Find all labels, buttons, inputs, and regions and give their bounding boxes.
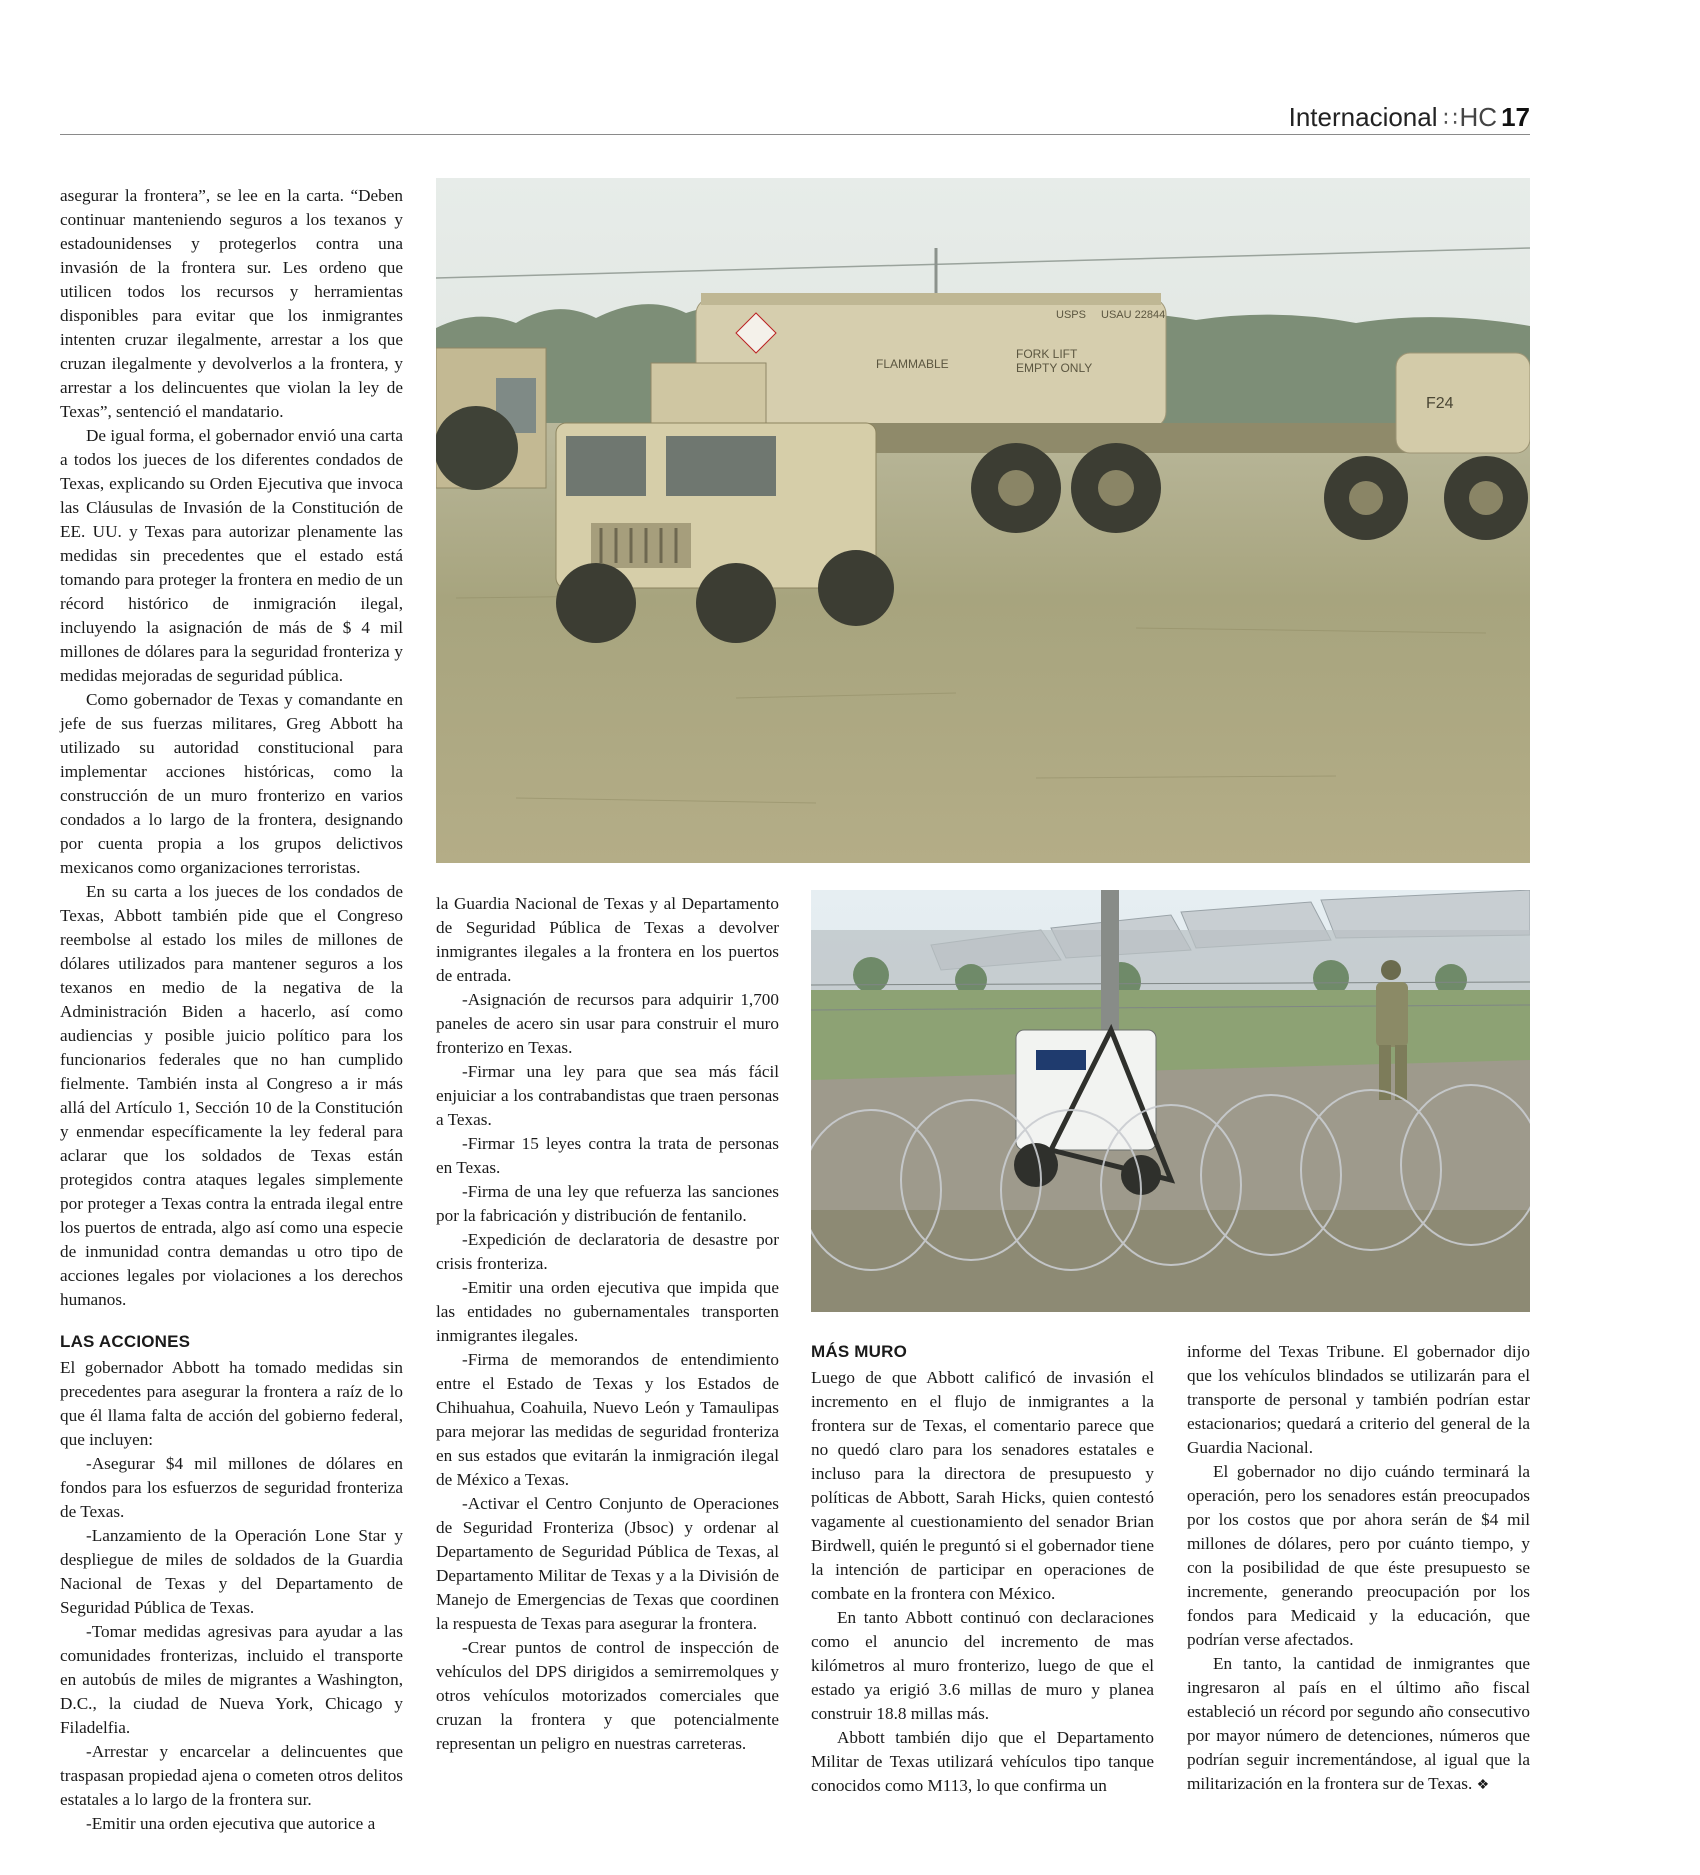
section-heading-mas-muro: MÁS MURO [811,1342,908,1361]
paragraph: En tanto Abbott continuó con declaraciones como el anuncio del incremento de mas kilómetros al muro fronterizo, luego de que el estado ya erigió 3.6 millas de muro y planea construir 18.8 millas más. [811,1608,1154,1723]
empty-marking: EMPTY ONLY [1016,361,1093,375]
paragraph: De igual forma, el gobernador envió una carta a todos los jueces de los diferentes condados de Texas, explicando su Orden Ejecutiva que invoca las Cláusulas de Invasión de la Constitución de EE. UU. y Texas para autorizar plenamente las medidas sin precedentes que el estado está tomando para proteger la frontera en medio de un récord histórico de inmigración ilegal, incluyendo la asignación de más de $ 4 mil millones de dólares para la seguridad fronteriza y medidas mejoradas de seguridad pública. [60,426,403,685]
article-column-4 [1187,1340,1530,1798]
list-item: -Firmar 15 leyes contra la trata de personas en Texas. [436,1134,779,1177]
list-item: -Emitir una orden ejecutiva que autorice a [86,1814,376,1833]
end-of-article-icon: ❖ [1476,1778,1490,1793]
border-fence-photo [811,890,1530,1312]
border-fence-illustration [811,890,1530,1312]
list-item: -Tomar medidas agresivas para ayudar a las comunidades fronterizas, incluido el transporte en autobús de miles de migrantes a Washington, D.C., la ciudad de Nueva York, Chicago y Filadelfia. [60,1622,403,1737]
forklift-marking: FORK LIFT [1016,347,1078,361]
flammable-marking: FLAMMABLE [876,357,949,371]
tank-id-marking: USAU 22844 [1101,309,1166,321]
list-item: -Asignación de recursos para adquirir 1,700 paneles de acero sin usar para construir el muro fronterizo en Texas. [436,990,779,1057]
military-convoy-photo [436,178,1530,863]
list-item: -Lanzamiento de la Operación Lone Star y despliegue de miles de soldados de la Guardia Nacional de Texas y del Departamento de Seguridad Pública de Texas. [60,1526,403,1617]
paragraph: informe del Texas Tribune. El gobernador dijo que los vehículos blindados se utilizarán para el transporte de personal y también podrían estar estacionarios; quedará a criterio del general de la Guardia Nacional. [1187,1342,1530,1457]
list-item: -Activar el Centro Conjunto de Operaciones de Seguridad Fronteriza (Jbsoc) y ordenar al Departamento de Seguridad Pública de Texas, al Departamento Militar de Texas y a la División de Manejo de Emergencias de Texas que coordinen la respuesta de Texas para asegurar la frontera. [436,1494,779,1633]
paragraph: Como gobernador de Texas y comandante en jefe de sus fuerzas militares, Greg Abbott ha utilizado su autoridad constitucional para implementar acciones históricas, como la construcción de un muro fronterizo en varios condados a lo largo de la frontera, designando por cuenta propia a los grupos delictivos mexicanos como organizaciones terroristas. [60,690,403,877]
paragraph [1187,1652,1530,1798]
paragraph-text: En tanto, la cantidad de inmigrantes que ingresaron al país en el último año fiscal estableció un récord por segundo año consecutivo por mayor número de detenciones, números que podrían seguir incrementándose, al igual que la militarización en la frontera sur de Texas. [1187,1654,1530,1793]
list-item: -Emitir una orden ejecutiva que impida que las entidades no gubernamentales transporten inmigrantes ilegales. [436,1278,779,1345]
list-item: -Crear puntos de control de inspección de vehículos del DPS dirigidos a semirremolques y otros vehículos motorizados comerciales que cruzan la frontera y que potencialmente representan un peligro en nuestras carreteras. [436,1638,779,1753]
header-right [1289,102,1530,134]
military-convoy-illustration [436,178,1530,863]
article-column-1 [60,184,403,1836]
page-number: 17 [1501,102,1530,132]
list-item: la Guardia Nacional de Texas y al Departamento de Seguridad Pública de Texas a devolver inmigrantes ilegales a la frontera en los puertos de entrada. [436,894,779,985]
list-item: -Asegurar $4 mil millones de dólares en fondos para los esfuerzos de seguridad fronteriza de Texas. [60,1454,403,1521]
usps-marking: USPS [1056,309,1086,321]
paragraph: En su carta a los jueces de los condados de Texas, Abbott también pide que el Congreso reembolse al estado los miles de millones de dólares utilizados para mantener seguros a los texanos en medio de la negativa de la Administración Biden a hacerlo, así como audiencias y posible juicio político para los funcionarios federales que no han cumplido fielmente. También insta al Congreso a ir más allá del Artículo 1, Sección 10 de la Constitución y enmendar específicamente la ley federal para aclarar que los soldados de Texas están protegidos contra ataques legales simplemente por proteger a Texas contra la entrada ilegal entre los puertos de entrada, algo así como una especie de inmunidad contra demandas u otro tipo de acciones legales por violaciones a los derechos humanos. [60,882,403,1309]
brand-name: HC [1459,102,1498,132]
f24-marking: F24 [1426,395,1454,412]
dots-separator-icon: ∷ [1443,106,1458,131]
list-item: -Expedición de declaratoria de desastre por crisis fronteriza. [436,1230,779,1273]
paragraph: asegurar la frontera”, se lee en la carta. “Deben continuar manteniendo seguros a los texanos y estadounidenses y protegerlos contra una invasión de la frontera sur. Les ordeno que utilicen todos los recursos y herramientas disponibles para evitar que los inmigrantes intenten cruzar ilegalmente, arrestar a los que cruzan ilegalmente y devolverlos a la frontera, y arrestar a los delincuentes que violan la ley de Texas”, sentenció el mandatario. [60,186,403,421]
paragraph: Abbott también dijo que el Departamento Militar de Texas utilizará vehículos tipo tanque conocidos como M113, lo que confirma un [811,1728,1154,1795]
section-heading-acciones: LAS ACCIONES [60,1332,191,1351]
list-item: -Firma de memorandos de entendimiento entre el Estado de Texas y los Estados de Chihuahua, Coahuila, Nuevo León y Tamaulipas para mejorar las medidas de seguridad fronteriza en sus estados que evitarán la inmigración ilegal de México a Texas. [436,1350,779,1489]
page-header [60,100,1530,135]
paragraph: El gobernador Abbott ha tomado medidas sin precedentes para asegurar la frontera a raíz de lo que él llama falta de acción del gobierno federal, que incluyen: [60,1358,403,1449]
list-item: -Arrestar y encarcelar a delincuentes que traspasan propiedad ajena o cometen otros delitos estatales a lo largo de la frontera sur. [60,1742,403,1809]
article-column-2 [436,892,779,1756]
list-item: -Firma de una ley que refuerza las sanciones por la fabricación y distribución de fentanilo. [436,1182,779,1225]
paragraph: Luego de que Abbott calificó de invasión el incremento en el flujo de inmigrantes a la frontera sur de Texas, el comentario parece que no quedó claro para los senadores estatales e incluso para la directora de presupuesto y políticas de Abbott, Sarah Hicks, quien contestó vagamente al cuestionamiento del senador Brian Birdwell, quién le preguntó si el gobernador tiene la intención de participar en operaciones de combate en la frontera con México. [811,1368,1154,1603]
article-column-3 [811,1340,1154,1798]
paragraph: El gobernador no dijo cuándo terminará la operación, pero los senadores están preocupados por los costos que por ahora serán de $4 mil millones de dólares, pero por cuánto tiempo, y con la posibilidad de que éste presupuesto se incremente, generando preocupación por los fondos para Medicaid y la educación, que podrían verse afectados. [1187,1462,1530,1649]
section-name: Internacional [1288,102,1438,132]
list-item: -Firmar una ley para que sea más fácil enjuiciar a los contrabandistas que traen personas a Texas. [436,1062,779,1129]
